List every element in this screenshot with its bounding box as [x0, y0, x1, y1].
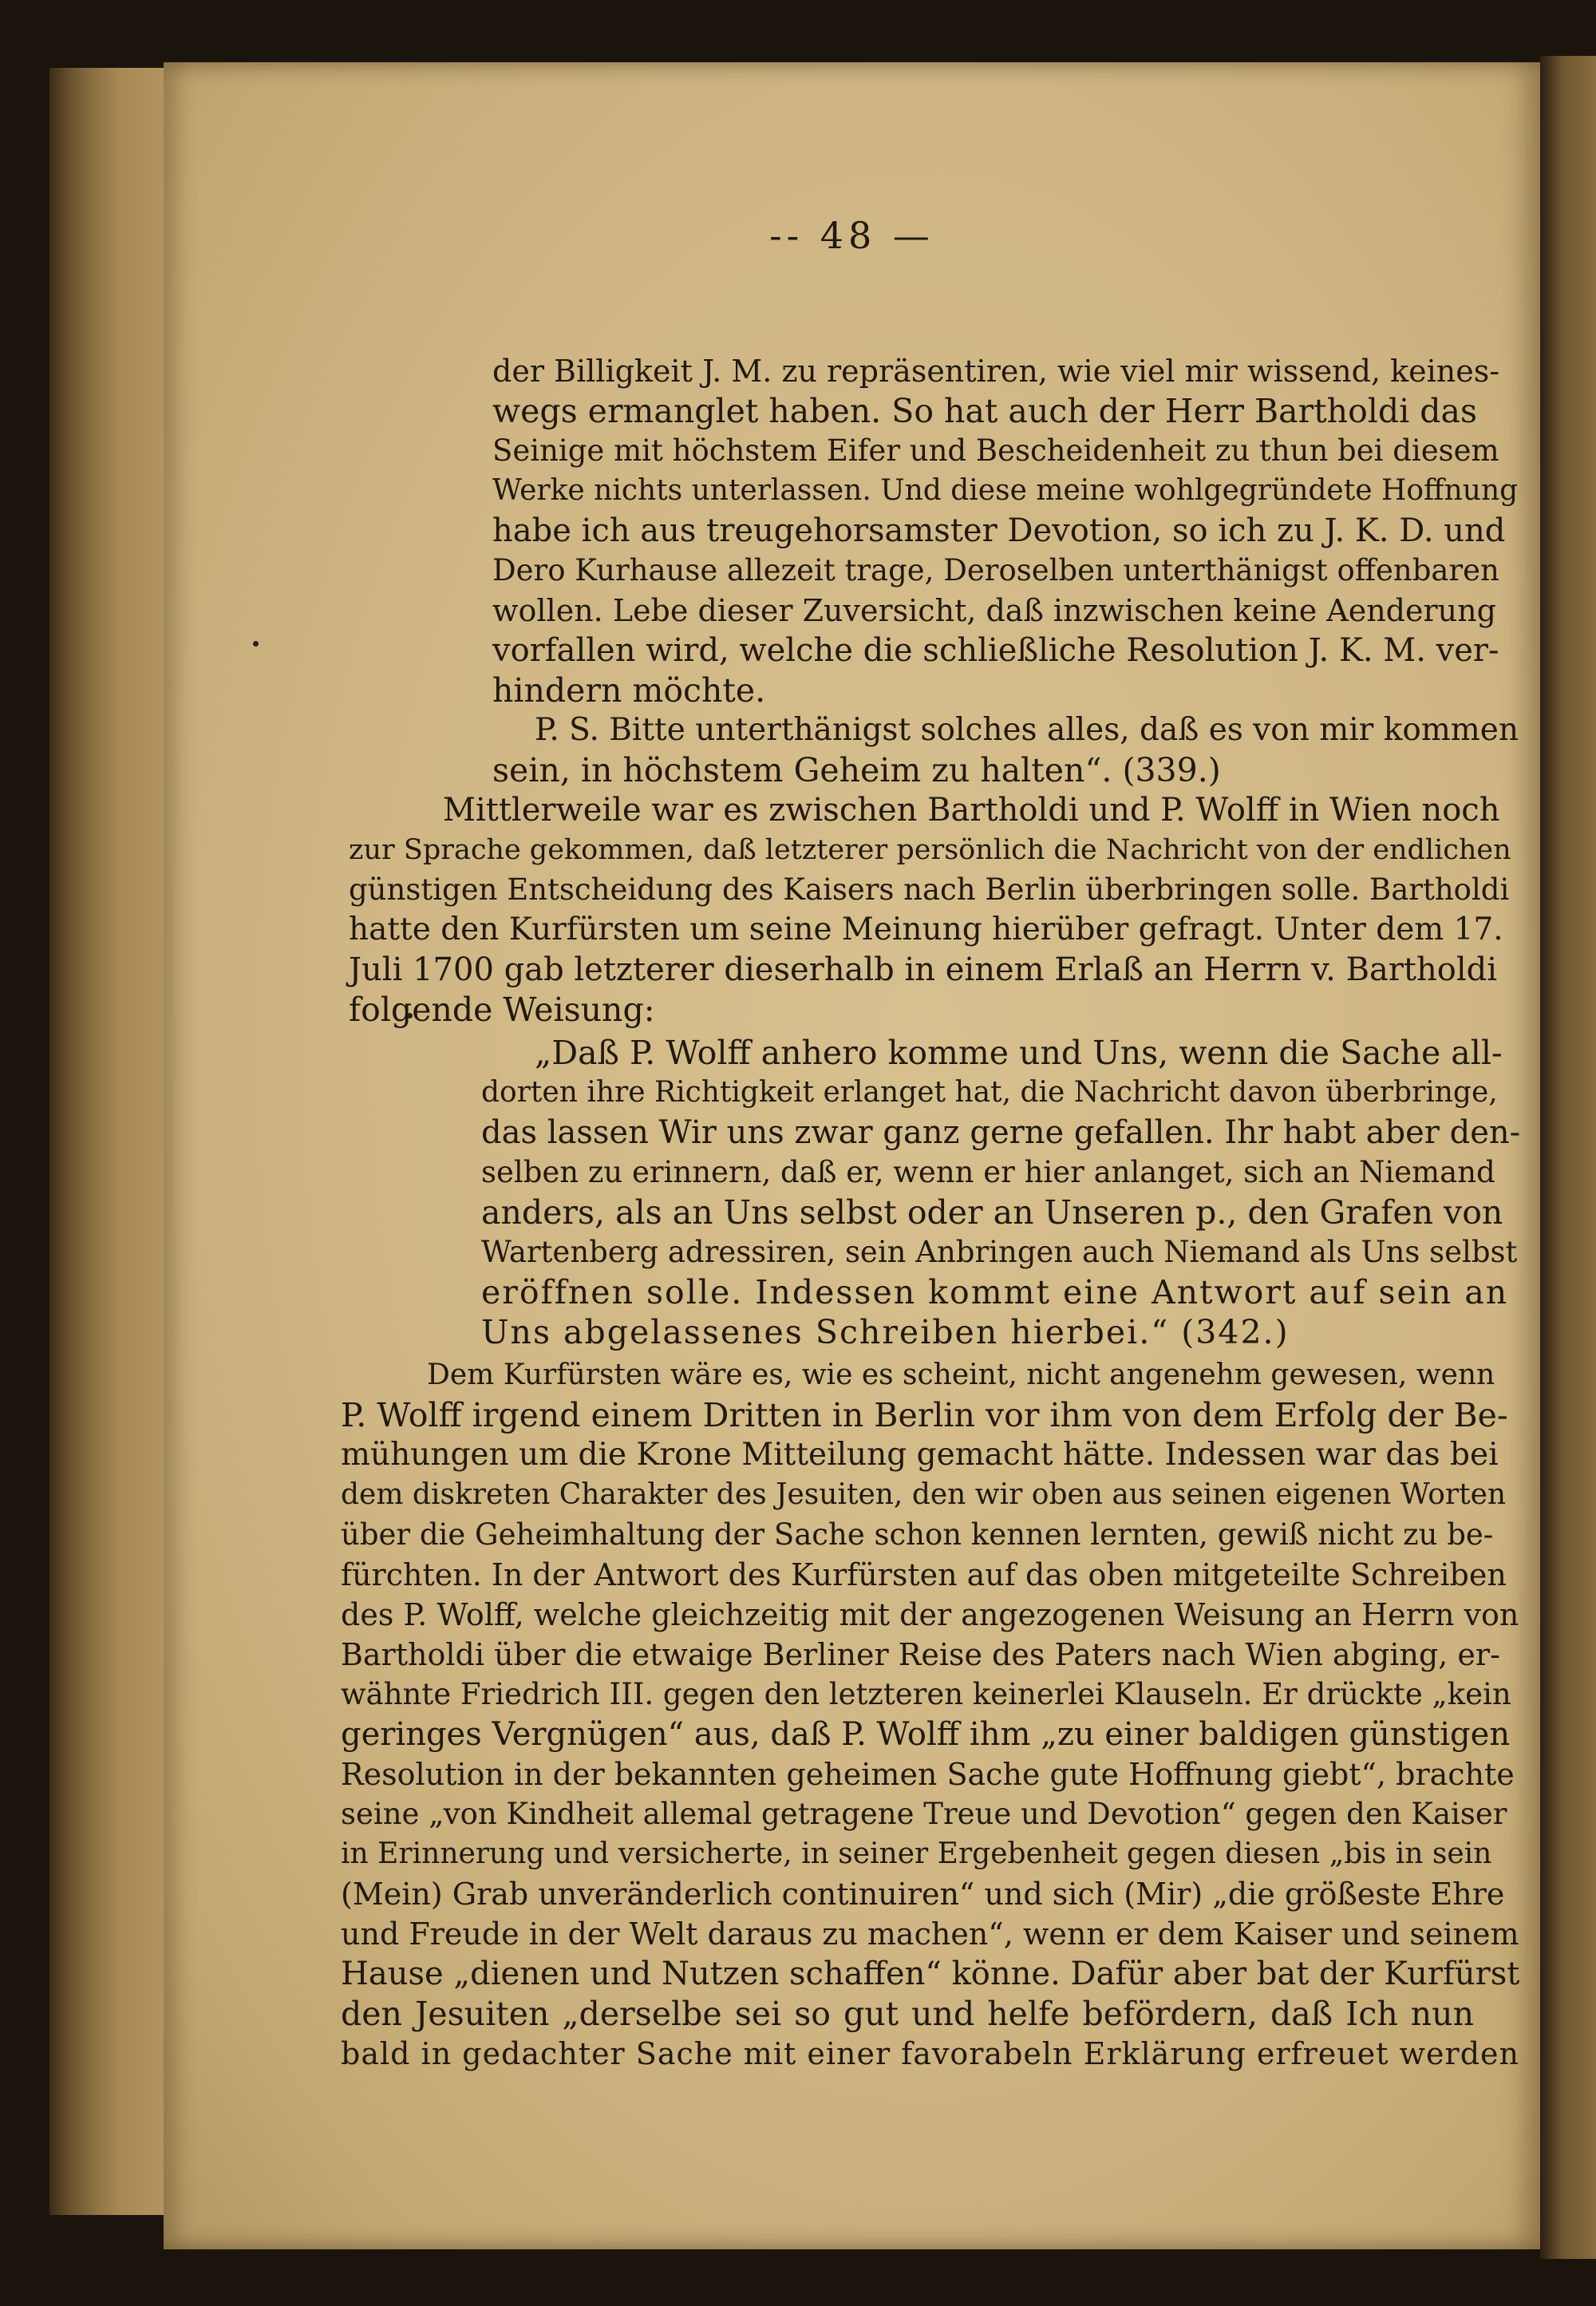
text-line: dem diskreten Charakter des Jesuiten, den wir oben aus seinen eigenen Worten: [341, 1478, 1507, 1511]
text-line: hindern möchte.: [492, 671, 766, 710]
text-line: wähnte Friedrich III. gegen den letzteren keinerlei Klauseln. Er drückte „kein: [341, 1677, 1511, 1711]
book-left-page-edges: [49, 68, 171, 2215]
book-right-edge: [1540, 56, 1596, 2259]
text-line: mühungen um die Krone Mitteilung gemacht hätte. Indessen war das bei: [341, 1437, 1499, 1473]
page-number: -- 48 —: [769, 214, 934, 257]
book-page: [164, 62, 1540, 2249]
text-line: über die Geheimhaltung der Sache schon kennen lernten, gewiß nicht zu be-: [341, 1517, 1494, 1552]
text-line: in Erinnerung und versicherte, in seiner Ergebenheit gegen diesen „bis in sein: [341, 1837, 1492, 1870]
quote-line: selben zu erinnern, daß er, wenn er hier anlanget, sich an Niemand: [481, 1155, 1495, 1189]
quote-line: dorten ihre Richtigkeit erlanget hat, die Nachricht davon überbringe,: [481, 1076, 1498, 1109]
text-line: P. Wolff irgend einem Dritten in Berlin vor ihm von dem Erfolg der Be-: [341, 1396, 1508, 1434]
text-line: Mittlerweile war es zwischen Bartholdi und P. Wolff in Wien noch: [443, 792, 1500, 829]
text-line: zur Sprache gekommen, daß letzterer persönlich die Nachricht von der endlichen: [349, 834, 1511, 866]
text-line: Hause „dienen und Nutzen schaffen“ könne. Dafür aber bat der Kurfürst: [341, 1956, 1520, 1992]
quote-line: Uns abgelassenes Schreiben hierbei.“ (342.): [481, 1313, 1290, 1351]
text-line: der Billigkeit J. M. zu repräsentiren, wie viel mir wissend, keines-: [492, 354, 1500, 389]
text-line: folgende Weisung:: [349, 991, 655, 1029]
text-line: vorfallen wird, welche die schließliche Resolution J. K. M. ver-: [492, 632, 1499, 669]
text-line: hatte den Kurfürsten um seine Meinung hierüber gefragt. Unter dem 17.: [349, 912, 1503, 947]
text-line: Dem Kurfürsten wäre es, wie es scheint, nicht angenehm gewesen, wenn: [427, 1359, 1495, 1391]
text-line: sein, in höchstem Geheim zu halten“. (339.): [492, 751, 1221, 789]
text-line: den Jesuiten „derselbe sei so gut und helfe befördern, daß Ich nun: [341, 1995, 1474, 2033]
text-line: fürchten. In der Antwort des Kurfürsten auf das oben mitgeteilte Schreiben: [341, 1557, 1507, 1592]
text-line: des P. Wolff, welche gleichzeitig mit der angezogenen Weisung an Herrn von: [341, 1597, 1519, 1632]
text-line: Juli 1700 gab letzterer dieserhalb in einem Erlaß an Herrn v. Bartholdi: [349, 951, 1498, 988]
text-line: geringes Vergnügen“ aus, daß P. Wolff ihm „zu einer baldigen günstigen: [341, 1716, 1511, 1753]
text-line: wollen. Lebe dieser Zuversicht, daß inzwischen keine Aenderung: [492, 593, 1496, 628]
text-line: Werke nichts unterlassen. Und diese meine wohlgegründete Hoffnung: [492, 474, 1519, 507]
text-line: habe ich aus treugehorsamster Devotion, so ich zu J. K. D. und: [492, 512, 1506, 549]
quote-line: eröffnen solle. Indessen kommt eine Antwort auf sein an: [481, 1273, 1509, 1311]
text-line: Resolution in der bekannten geheimen Sache gute Hoffnung giebt“, brachte: [341, 1757, 1515, 1792]
text-line: seine „von Kindheit allemal getragene Treue und Devotion“ gegen den Kaiser: [341, 1797, 1507, 1831]
quote-line: Wartenberg adressiren, sein Anbringen auch Niemand als Uns selbst: [481, 1235, 1518, 1269]
text-line: wegs ermanglet haben. So hat auch der Herr Bartholdi das: [492, 392, 1478, 430]
quote-line: „Daß P. Wolff anhero komme und Uns, wenn die Sache all-: [535, 1034, 1503, 1072]
text-line: P. S. Bitte unterthänigst solches alles, daß es von mir kommen: [535, 712, 1519, 748]
text-line: Seinige mit höchstem Eifer und Bescheidenheit zu thun bei diesem: [492, 433, 1499, 468]
quote-line: anders, als an Uns selbst oder an Unseren p., den Grafen von: [481, 1193, 1503, 1232]
text-line: (Mein) Grab unveränderlich continuiren“ und sich (Mir) „die größeste Ehre: [341, 1877, 1505, 1912]
quote-line: das lassen Wir uns zwar ganz gerne gefallen. Ihr habt aber den-: [481, 1114, 1521, 1151]
text-line: Dero Kurhause allezeit trage, Deroselben unterthänigst offenbaren: [492, 553, 1499, 587]
text-line: und Freude in der Welt daraus zu machen“, wenn er dem Kaiser und seinem: [341, 1916, 1519, 1952]
text-line: bald in gedachter Sache mit einer favorabeln Erklärung erfreuet werden: [341, 2036, 1520, 2071]
margin-dot: [253, 641, 259, 647]
text-line: Bartholdi über die etwaige Berliner Reise des Paters nach Wien abging, er-: [341, 1637, 1500, 1672]
text-line: günstigen Entscheidung des Kaisers nach Berlin überbringen solle. Bartholdi: [349, 872, 1510, 907]
